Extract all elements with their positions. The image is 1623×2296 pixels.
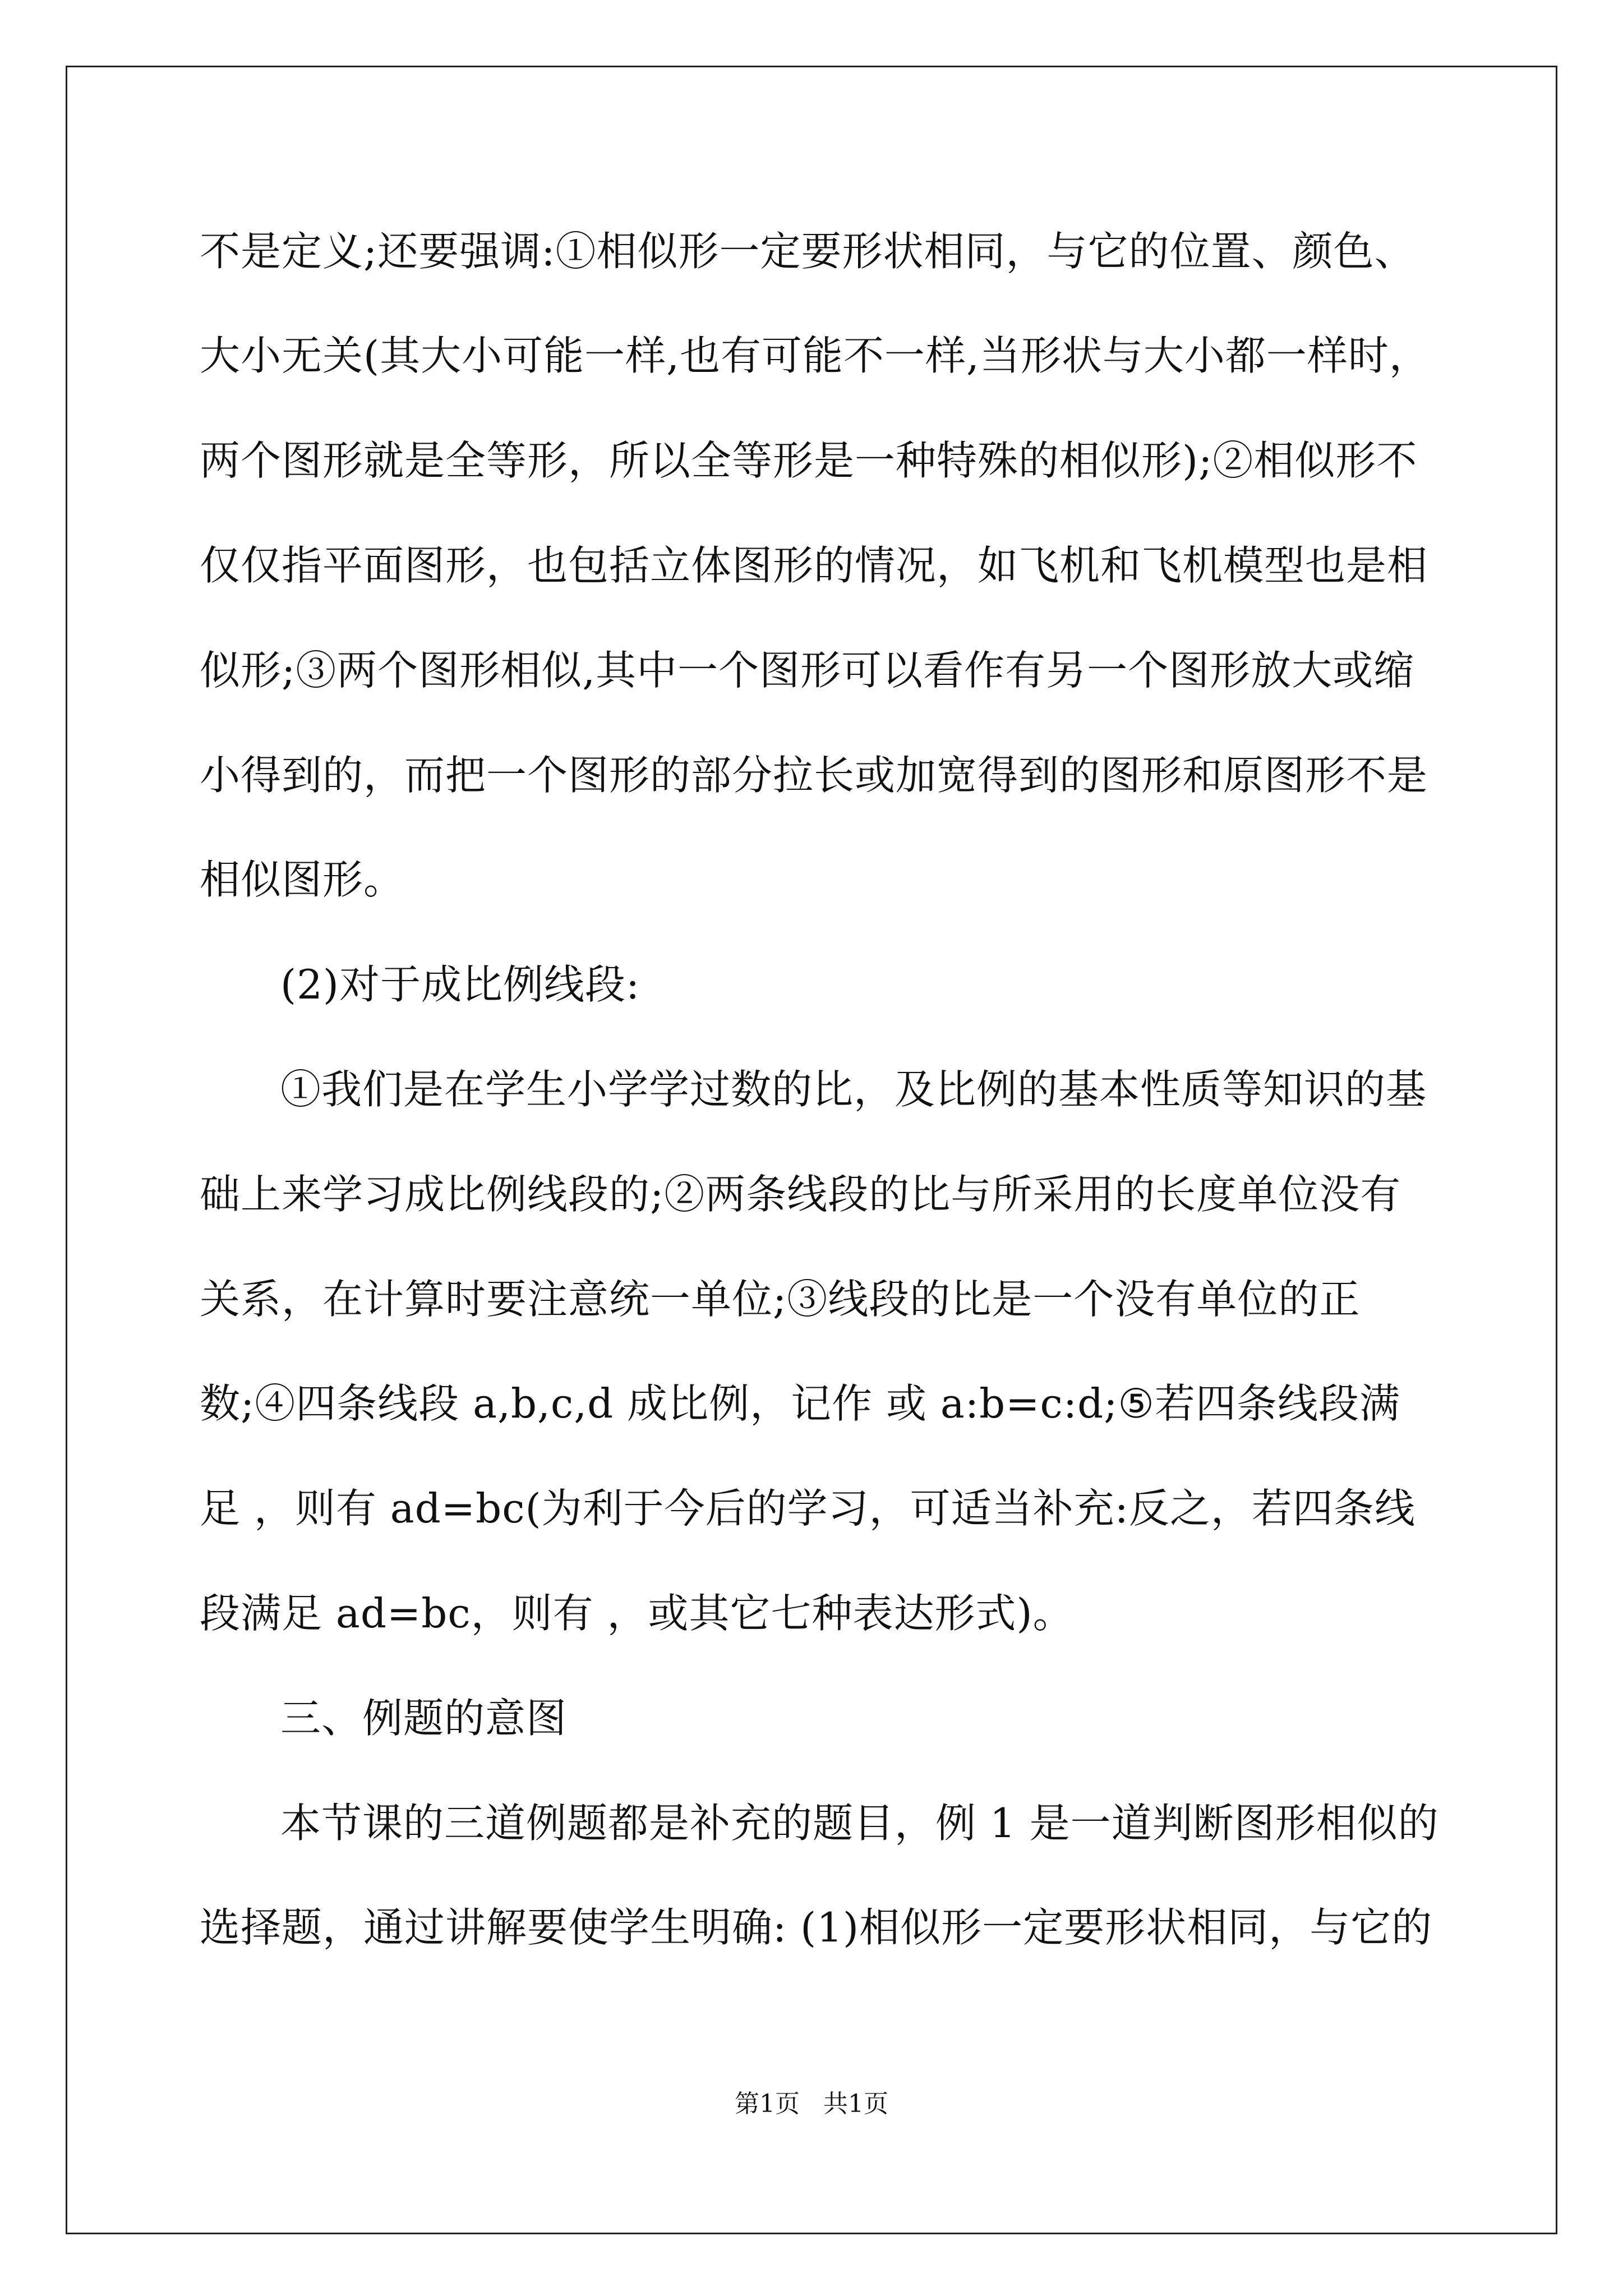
body-text-line: 两个图形就是全等形，所以全等形是一种特殊的相似形);②相似形不 — [200, 437, 1418, 484]
body-text-line: 小得到的，而把一个图形的部分拉长或加宽得到的图形和原图形不是 — [200, 752, 1428, 799]
body-text-line: ①我们是在学生小学学过数的比，及比例的基本性质等知识的基 — [280, 1066, 1427, 1113]
body-text-line: 大小无关(其大小可能一样,也有可能不一样,当形状与大小都一样时， — [200, 332, 1430, 379]
body-text-line: 础上来学习成比例线段的;②两条线段的比与所采用的长度单位没有 — [200, 1171, 1401, 1218]
body-text-line: 不是定义;还要强调:①相似形一定要形状相同，与它的位置、颜色、 — [200, 228, 1415, 275]
page-total: 共1页 — [823, 2090, 888, 2118]
section-heading: 三、例题的意图 — [280, 1695, 568, 1742]
body-text-line: 段满足 ad=bc，则有 ，或其它七种表达形式)。 — [200, 1590, 1074, 1637]
body-text-line: 关系，在计算时要注意统一单位;③线段的比是一个没有单位的正 — [200, 1276, 1361, 1323]
page-footer — [0, 2092, 1623, 2116]
body-text-line: 足 ，则有 ad=bc(为利于今后的学习，可适当补充:反之，若四条线 — [200, 1485, 1415, 1532]
body-text-line: 相似图形。 — [200, 856, 405, 903]
body-text-line: 本节课的三道例题都是补充的题目，例 1 是一道判断图形相似的 — [280, 1800, 1439, 1847]
body-text-line: 数;④四条线段 a,b,c,d 成比例，记作 或 a:b=c:d;⑤若四条线段满 — [200, 1380, 1400, 1427]
body-text-line: 仅仅指平面图形，也包括立体图形的情况，如飞机和飞机模型也是相 — [200, 542, 1428, 589]
page-number: 第1页 — [735, 2090, 800, 2118]
body-text-line: 似形;③两个图形相似,其中一个图形可以看作有另一个图形放大或缩 — [200, 647, 1415, 694]
section-subheading: (2)对于成比例线段: — [280, 961, 640, 1008]
body-text-line: 选择题，通过讲解要使学生明确: (1)相似形一定要形状相同，与它的 — [200, 1904, 1433, 1951]
